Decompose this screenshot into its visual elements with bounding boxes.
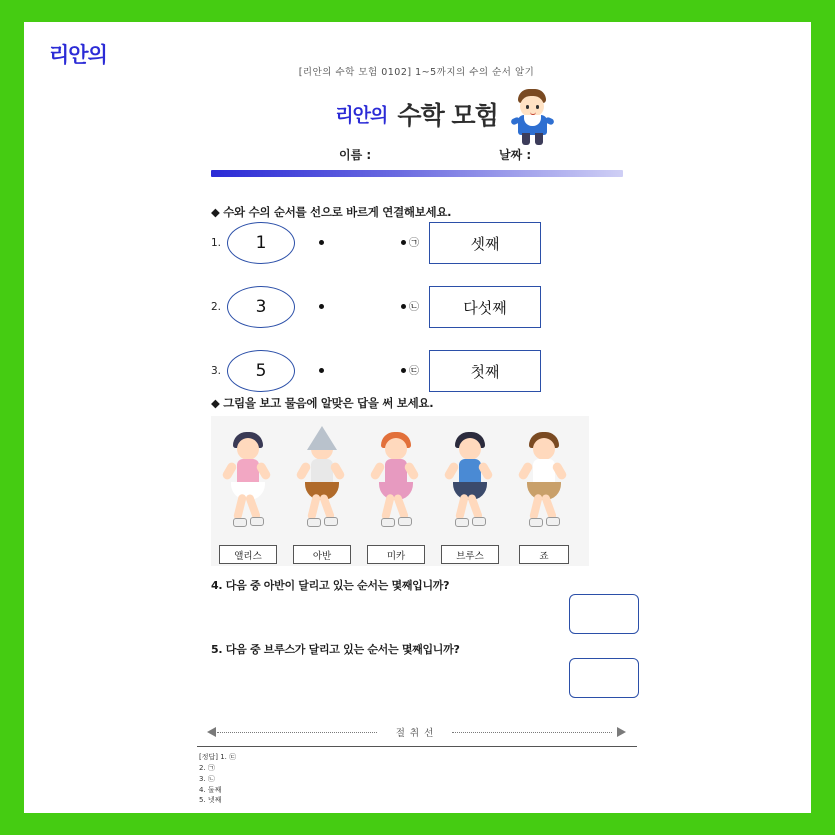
breadcrumb: [리안의 수학 모험 0102] 1~5까지의 수의 순서 알기	[298, 67, 535, 78]
runner-figure	[293, 432, 355, 538]
choice-marker: ㉠	[409, 238, 419, 249]
runner-label: 죠	[519, 545, 569, 564]
mascot-boy-icon	[509, 89, 557, 147]
question-4-text: 4. 다음 중 아반이 달리고 있는 순서는 몇째입니까?	[211, 579, 450, 592]
question-5-answer-box[interactable]	[569, 658, 639, 698]
runner-label: 아반	[293, 545, 351, 564]
answer-key-title: [정답] 1. ㉢	[199, 753, 237, 761]
answer-key-line: 2. ㉠	[199, 763, 215, 772]
brand-logo-overlay	[49, 32, 254, 76]
arrow-left-icon	[207, 727, 216, 737]
connect-dot-right[interactable]	[401, 304, 406, 309]
worksheet-title	[179, 96, 654, 132]
connect-dot-left[interactable]	[319, 368, 324, 373]
cut-line	[197, 727, 637, 739]
row-number: 2.	[211, 301, 222, 313]
section1-heading: ◆ 수와 수의 순서를 선으로 바르게 연결해보세요.	[211, 205, 452, 219]
answer-key-line: 4. 둘째	[199, 785, 222, 794]
runners-illustration	[211, 416, 589, 566]
connect-dot-right[interactable]	[401, 240, 406, 245]
ordinal-box: 첫째	[429, 350, 541, 392]
choice-marker: ㉢	[409, 366, 419, 377]
divider-gradient	[211, 170, 623, 177]
question-5-text: 5. 다음 중 브루스가 달리고 있는 순서는 몇째입니까?	[211, 643, 460, 656]
footer-divider	[197, 746, 637, 747]
choice-marker: ㉡	[409, 302, 419, 313]
brand-name-overlay: 수학 모험	[110, 38, 229, 73]
answer-key	[199, 752, 499, 806]
number-bubble: 3	[227, 286, 295, 328]
title-prefix: 리안의	[335, 104, 388, 127]
connect-dot-right[interactable]	[401, 368, 406, 373]
ordinal-box: 셋째	[429, 222, 541, 264]
question-4-answer-box[interactable]	[569, 594, 639, 634]
worksheet-page	[24, 22, 811, 813]
date-label: 날짜 :	[499, 148, 532, 162]
cut-dash-right	[452, 732, 612, 733]
cut-line-label: 절 취 선	[395, 728, 435, 739]
connect-dot-left[interactable]	[319, 304, 324, 309]
row-number: 1.	[211, 237, 222, 249]
runner-figure	[367, 432, 429, 538]
connect-dot-left[interactable]	[319, 240, 324, 245]
brand-prefix-overlay: 리안의	[49, 43, 107, 67]
runner-figure	[219, 432, 281, 538]
match-row	[211, 286, 631, 330]
runner-label: 미카	[367, 545, 425, 564]
cut-dash-left	[217, 732, 377, 733]
number-bubble: 1	[227, 222, 295, 264]
ordinal-box: 다섯째	[429, 286, 541, 328]
match-row	[211, 222, 631, 266]
name-label: 이름 :	[339, 148, 372, 162]
match-row	[211, 350, 631, 394]
runner-label: 앨리스	[219, 545, 277, 564]
worksheet-sheet	[49, 34, 654, 805]
row-number: 3.	[211, 365, 222, 377]
answer-key-line: 5. 넷째	[199, 796, 222, 805]
runner-figure	[515, 432, 577, 538]
title-name: 수학 모험	[397, 101, 498, 130]
runner-label: 브루스	[441, 545, 499, 564]
section2-heading: ◆ 그림을 보고 물음에 알맞은 답을 써 보세요.	[211, 396, 434, 410]
number-bubble: 5	[227, 350, 295, 392]
arrow-right-icon	[617, 727, 626, 737]
runner-figure	[441, 432, 503, 538]
student-info-row	[179, 146, 654, 166]
answer-key-line: 3. ㉡	[199, 774, 215, 783]
